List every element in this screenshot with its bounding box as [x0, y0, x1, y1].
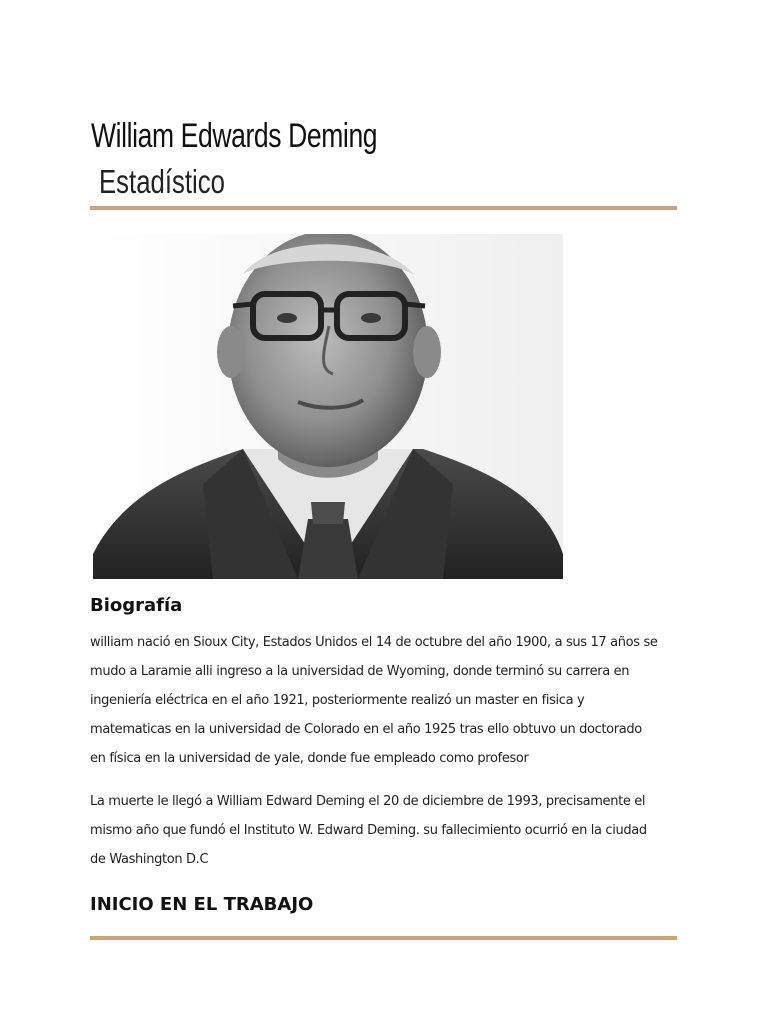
text-line: mismo año que fundó el Instituto W. Edward Deming. su fallecimiento ocurrió en la ciudad	[90, 823, 647, 838]
title-divider	[90, 206, 677, 210]
biography-heading: Biografía	[90, 595, 183, 616]
document-page	[90, 0, 677, 1024]
work-heading: INICIO EN EL TRABAJO	[90, 894, 314, 915]
text-line: matematicas en la universidad de Colorado en el año 1925 tras ello obtuvo un doctorado	[90, 722, 642, 737]
biography-paragraph-2	[90, 787, 680, 874]
text-line: de Washington D.C	[90, 852, 209, 867]
text-line: en física en la universidad de yale, donde fue empleado como profesor	[90, 751, 529, 766]
text-line: mudo a Laramie alli ingreso a la universidad de Wyoming, donde terminó su carrera en	[90, 664, 630, 679]
text-line: william nació en Sioux City, Estados Unidos el 14 de octubre del año 1900, a sus 17 años se	[90, 635, 658, 650]
section-divider	[90, 936, 677, 940]
text-line: ingeniería eléctrica en el año 1921, posteriormente realizó un master en fisica y	[90, 693, 585, 708]
page-title: William Edwards Deming	[91, 117, 378, 155]
text-line: La muerte le llegó a William Edward Deming el 20 de diciembre de 1993, precisamente el	[90, 794, 646, 809]
page-subtitle: Estadístico	[99, 163, 225, 200]
portrait-photo	[93, 234, 563, 579]
biography-paragraph-1	[90, 628, 680, 773]
